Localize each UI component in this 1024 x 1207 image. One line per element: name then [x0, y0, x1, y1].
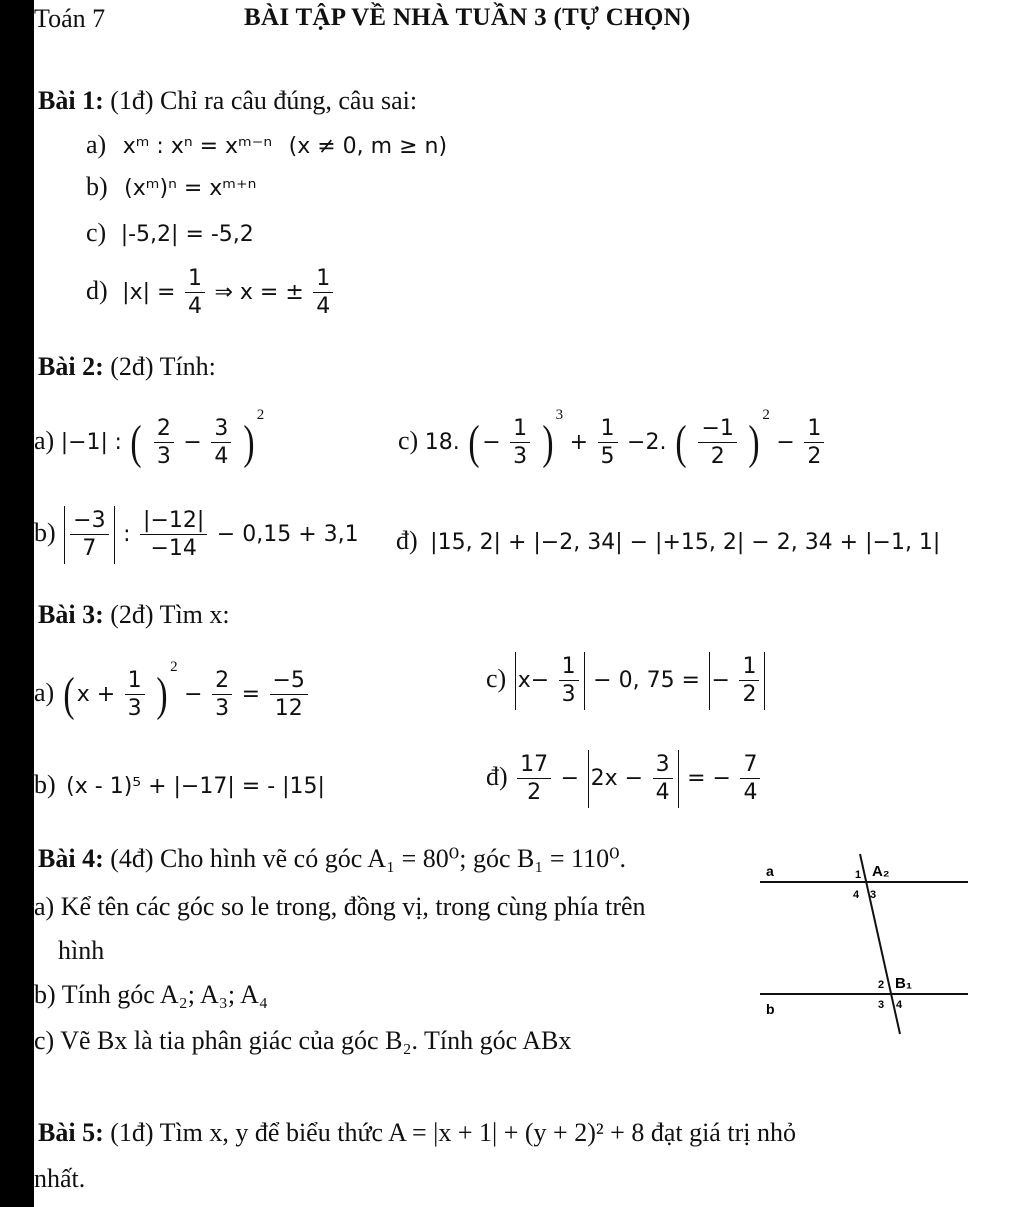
- neg: −: [711, 667, 730, 693]
- angle-a3: 3: [870, 889, 877, 901]
- bai5-line2: nhất.: [34, 1164, 86, 1193]
- bai4-heading: [38, 844, 626, 874]
- frac-num: 1: [510, 418, 530, 443]
- frac-den: 4: [316, 294, 331, 319]
- frac-num: 2: [212, 670, 232, 695]
- bai2-intro: (2đ) Tính:: [110, 352, 216, 381]
- bai2-b: [34, 506, 359, 564]
- angle-b3: 3: [878, 999, 885, 1011]
- bai2-heading: [38, 352, 216, 382]
- bai3-c-label: c): [486, 663, 507, 693]
- bai2-d-expr: |15, 2| + |−2, 34| − |+15, 2| − 2, 34 + |−1, 1|: [430, 530, 941, 555]
- bai1-b: [86, 172, 256, 204]
- bai4-a: a) Kể tên các góc so le trong, đồng vị, trong cùng phía trên: [34, 892, 646, 921]
- minus-two: −2.: [627, 430, 667, 455]
- minus: −: [776, 430, 795, 455]
- frac-num: −1: [698, 418, 736, 443]
- frac-den: 4: [187, 294, 202, 319]
- bai5-text1: (1đ) Tìm x, y để biểu thức A = |x + 1| + (y + 2)² + 8 đạt giá trị nhỏ: [110, 1118, 796, 1147]
- bai3-d-label: đ): [486, 761, 508, 791]
- label-a: a: [766, 863, 774, 879]
- label-b: b: [766, 1001, 775, 1017]
- exponent: 2: [256, 407, 265, 423]
- subject-label: Toán 7: [34, 4, 106, 33]
- bai2-label: Bài 2:: [38, 352, 104, 381]
- bai2-d-label: đ): [396, 526, 418, 555]
- minus: −: [184, 682, 203, 707]
- coef: 18.: [424, 430, 460, 455]
- bai3-b-expr: (x - 1)⁵ + |−17| = - |15|: [66, 774, 325, 799]
- x-plus: x +: [76, 682, 116, 707]
- bai4-intro: (4đ) Cho hình vẽ có góc A₁ = 80⁰; góc B₁ = 110⁰.: [110, 844, 627, 873]
- minus: −: [183, 430, 202, 455]
- frac-den: 7: [82, 536, 97, 561]
- frac-num: 3: [653, 754, 673, 779]
- bai4-label: Bài 4:: [38, 844, 104, 873]
- page-title: BÀI TẬP VỀ NHÀ TUẦN 3 (TỰ CHỌN): [244, 4, 691, 31]
- frac-den: 3: [215, 696, 230, 722]
- frac-num: 1: [804, 418, 824, 443]
- bai3-c: [486, 652, 767, 710]
- bai1-heading: [38, 86, 417, 116]
- bai1-b-label: b): [86, 172, 108, 201]
- frac-den: 2: [742, 682, 757, 707]
- minus: −: [560, 765, 580, 791]
- bai4-a2: hình: [58, 936, 105, 965]
- frac-den: 4: [743, 780, 758, 805]
- bai1-c: [86, 218, 254, 250]
- bai2-c: c) 18. ( − $\frac{1}{3}$ )$^3$ + $\frac{1}{5}$ −2. ( $\frac{-1}{2}$ )$^2$ − $\frac{1}{2}$: [398, 400, 827, 468]
- bai2-c-label: c): [398, 426, 419, 455]
- exponent: 3: [555, 407, 564, 423]
- frac-num: 1: [559, 656, 579, 681]
- frac-num: 1: [185, 268, 205, 293]
- frac-den: −14: [150, 536, 197, 561]
- frac-den: 3: [127, 696, 142, 722]
- frac-num: 7: [740, 754, 760, 779]
- frac-num: 3: [211, 418, 231, 443]
- frac-num: 2: [154, 418, 174, 443]
- bai2-a: a) |−1| : ( $\frac{2}{3}$ − $\frac{3}{4}$ )$^2$: [34, 407, 265, 470]
- frac-num: −5: [270, 670, 308, 695]
- frac-num: 1: [313, 268, 333, 293]
- bai1-a: [86, 130, 447, 162]
- frac-den: 2: [527, 780, 542, 805]
- two-x-minus: 2x −: [590, 765, 644, 791]
- exponent: 2: [762, 407, 770, 423]
- bai3-heading: [38, 600, 230, 630]
- neg: −: [482, 430, 501, 455]
- frac-den: 3: [156, 444, 171, 470]
- bai1-a-expr: xᵐ : xⁿ = xᵐ⁻ⁿ: [122, 134, 273, 159]
- bai2-a-abs: |−1|: [60, 430, 108, 455]
- worksheet-page: [34, 0, 1024, 1207]
- bai3-intro: (2đ) Tìm x:: [110, 600, 230, 629]
- bai1-d-lhs: |x| =: [122, 279, 176, 305]
- frac-den: 2: [807, 444, 822, 470]
- bai1-c-expr: |-5,2| = -5,2: [120, 222, 254, 247]
- frac-num: −3: [70, 510, 108, 535]
- bai4-b: b) Tính góc A₂; A₃; A₄: [34, 980, 268, 1009]
- angle-b2: 2: [878, 979, 885, 991]
- frac-den: 4: [214, 444, 229, 470]
- frac-num: 1: [598, 418, 618, 443]
- plus: +: [569, 430, 589, 455]
- equals-neg: = −: [687, 765, 731, 791]
- bai4-c: c) Vẽ Bx là tia phân giác của góc B₂. Tính góc ABx: [34, 1026, 572, 1055]
- bai3-label: Bài 3:: [38, 600, 104, 629]
- frac-den: 5: [600, 444, 615, 470]
- bai2-b-label: b): [34, 517, 56, 547]
- bai3-d: [486, 750, 763, 808]
- angle-a1: 1: [855, 869, 862, 881]
- angle-a4: 4: [853, 889, 860, 901]
- bai2-d: [396, 526, 940, 558]
- exponent: 2: [170, 659, 178, 675]
- bai3-a: a) ( x + $\frac{1}{3}$ )$^2$ − $\frac{2}{3}$ = $\frac{-5}{12}$: [34, 652, 311, 720]
- frac-num: 1: [125, 670, 145, 695]
- bai1-label: Bài 1:: [38, 86, 104, 115]
- bai3-b-label: b): [34, 770, 56, 799]
- angle-b4: 4: [896, 999, 903, 1011]
- bai1-b-expr: (xᵐ)ⁿ = xᵐ⁺ⁿ: [124, 176, 257, 201]
- bai5-label: Bài 5:: [38, 1118, 104, 1147]
- bai1-d-label: d): [86, 275, 108, 305]
- bai3-c-mid: − 0, 75 =: [593, 667, 700, 693]
- frac-den: 4: [655, 780, 670, 805]
- bai2-a-label: a): [34, 426, 55, 455]
- label-A2: A₂: [872, 863, 890, 880]
- bai3-b: [34, 770, 325, 802]
- bai1-a-label: a): [86, 130, 107, 159]
- bai2-a-colon: :: [114, 430, 122, 455]
- frac-num: 17: [517, 754, 551, 779]
- x-minus: x−: [517, 667, 550, 693]
- bai1-c-label: c): [86, 218, 107, 247]
- frac-den: 12: [274, 696, 303, 722]
- equals: =: [241, 682, 260, 707]
- bai1-intro: (1đ) Chỉ ra câu đúng, câu sai:: [110, 86, 418, 115]
- bai1-d-mid: ⇒ x = ±: [214, 279, 304, 305]
- bai2-b-rest: − 0,15 + 3,1: [216, 521, 359, 547]
- label-B1: B₁: [895, 975, 913, 992]
- bai1-d: [86, 268, 336, 318]
- bai3-a-label: a): [34, 678, 55, 707]
- frac-num: 1: [739, 656, 759, 681]
- bai1-a-cond: (x ≠ 0, m ≥ n): [288, 134, 448, 159]
- parallel-lines-figure: [752, 850, 992, 1040]
- frac-den: 3: [513, 444, 528, 470]
- frac-den: 3: [561, 682, 576, 707]
- colon: :: [123, 521, 131, 547]
- bai5-line1: [38, 1118, 796, 1148]
- frac-den: 2: [710, 444, 725, 470]
- frac-num: |−12|: [140, 510, 207, 535]
